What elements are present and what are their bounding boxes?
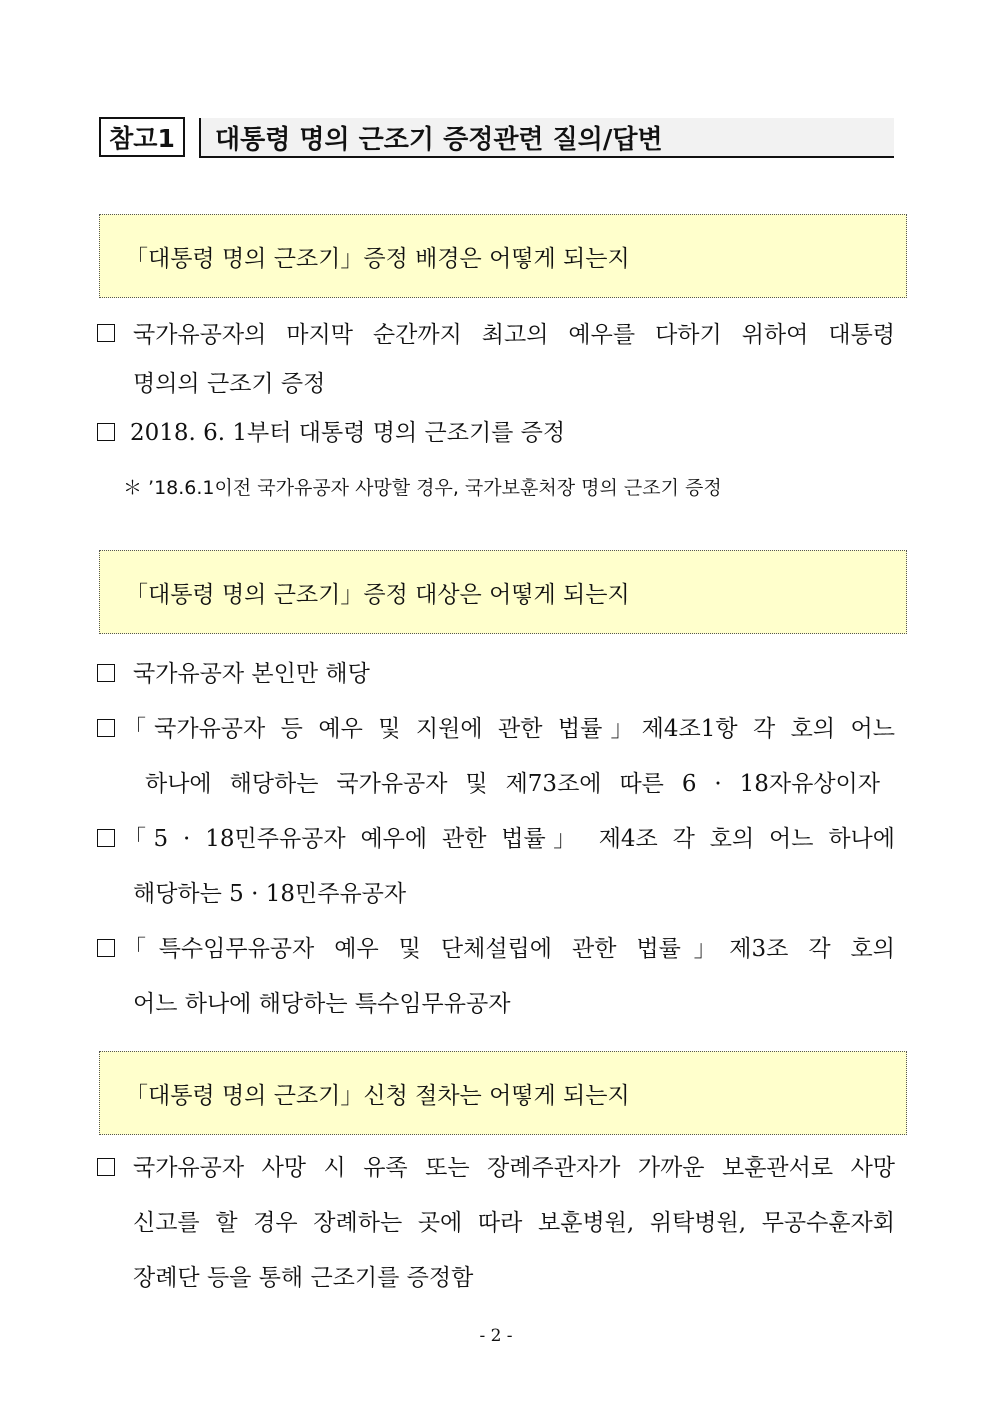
- checkbox-bullet-icon: [97, 719, 115, 741]
- paragraph-line: 장례단 등을 통해 근조기를 증정함: [133, 1265, 474, 1291]
- page-title: 대통령 명의 근조기 증정관련 질의/답변: [199, 118, 894, 158]
- question-box-background: [99, 550, 907, 634]
- footnote: ＊ ’18.6.1이전 국가유공자 사망할 경우, 국가보훈처장 명의 근조기 증정: [123, 477, 722, 499]
- paragraph-line: 「5 · 18민주유공자 예우에 관한 법률」 제4조 각 호의 어느 하나에: [123, 826, 895, 852]
- paragraph-line: 국가유공자 본인만 해당: [133, 661, 370, 687]
- paragraph-line: 국가유공자의 마지막 순간까지 최고의 예우를 다하기 위하여 대통령: [133, 322, 896, 348]
- paragraph-line: 명의의 근조기 증정: [133, 371, 326, 397]
- question-box-background: [99, 1051, 907, 1135]
- checkbox-bullet-icon: [97, 939, 115, 961]
- paragraph-line: 해당하는 5 · 18민주유공자: [133, 881, 407, 907]
- page-number: - 2 -: [479, 1326, 513, 1346]
- checkbox-bullet-icon: [97, 324, 115, 346]
- paragraph-line: 하나에 해당하는 국가유공자 및 제73조에 따른 6 · 18자유상이자: [145, 771, 880, 797]
- question-box-background: [99, 214, 907, 298]
- checkbox-bullet-icon: [97, 829, 115, 851]
- paragraph-line: 「국가유공자 등 예우 및 지원에 관한 법률」제4조1항 각 호의 어느: [123, 716, 895, 742]
- paragraph-line: 2018. 6. 1부터 대통령 명의 근조기를 증정: [130, 420, 566, 446]
- question-text: 「대통령 명의 근조기」신청 절차는 어떻게 되는지: [125, 1082, 630, 1109]
- paragraph-line: 신고를 할 경우 장례하는 곳에 따라 보훈병원, 위탁병원, 무공수훈자회: [133, 1210, 895, 1236]
- checkbox-bullet-icon: [97, 664, 115, 686]
- checkbox-bullet-icon: [97, 423, 115, 445]
- paragraph-line: 어느 하나에 해당하는 특수임무유공자: [133, 991, 511, 1017]
- paragraph-line: 국가유공자 사망 시 유족 또는 장례주관자가 가까운 보훈관서로 사망: [133, 1155, 895, 1181]
- reference-label: 참고1: [99, 117, 185, 157]
- question-text: 「대통령 명의 근조기」증정 배경은 어떻게 되는지: [125, 245, 630, 272]
- question-text: 「대통령 명의 근조기」증정 대상은 어떻게 되는지: [125, 581, 630, 608]
- paragraph-line: 「특수임무유공자 예우 및 단체설립에 관한 법률」제3조 각 호의: [123, 936, 895, 962]
- checkbox-bullet-icon: [97, 1158, 115, 1180]
